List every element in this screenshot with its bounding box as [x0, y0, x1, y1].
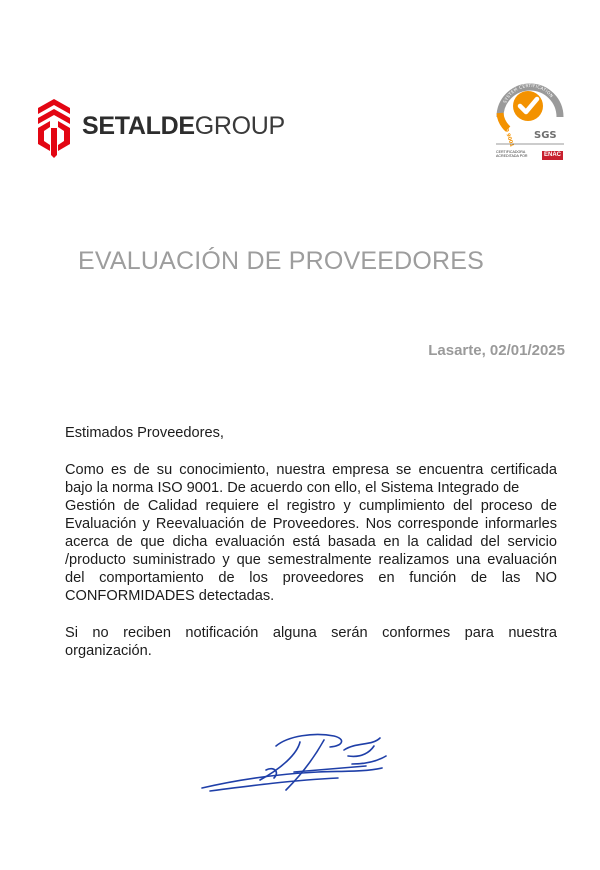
seal-standard: ISO 9001	[501, 121, 515, 148]
company-name	[82, 111, 285, 141]
letter-body	[65, 424, 557, 660]
sgs-seal-graphic	[490, 73, 570, 149]
date-line: Lasarte, 02/01/2025	[428, 342, 565, 359]
company-name-light: GROUP	[194, 112, 285, 140]
enac-badge: ENAC	[544, 152, 562, 158]
setalde-logo-mark	[34, 97, 74, 159]
company-name-bold: SETALDE	[82, 112, 195, 140]
iso-certification-seal	[490, 73, 570, 165]
seal-body: SGS	[534, 130, 557, 141]
paragraph-2: Si no reciben notificación alguna serán conformes para nuestra organización.	[65, 625, 557, 659]
seal-ring-label: SYSTEM CERTIFICATION	[502, 82, 555, 104]
handwritten-signature	[196, 728, 392, 800]
greeting: Estimados Proveedores,	[65, 425, 224, 441]
seal-accredited-text: CERTIFICADORA ACREDITADA POR	[496, 150, 528, 158]
paragraph-1-line-2: Gestión de Calidad requiere el registro y cumplimiento del proceso de Evaluación y Reevaluación de Proveedores. Nos corresponde informarles acerca de que dicha evaluación está basada en la calidad del servicio /producto suministrado y que semestralmente realizamos una evaluación del comportamiento de los proveedores en función de las NO CONFORMIDADES detectadas.	[65, 498, 557, 604]
company-logo	[34, 97, 304, 159]
paragraph-1-line-1: Como es de su conocimiento, nuestra empresa se encuentra certificada bajo la norma ISO 9001. De acuerdo con ello, el Sistema Integrado de	[65, 462, 557, 496]
document-title: EVALUACIÓN DE PROVEEDORES	[78, 247, 485, 275]
